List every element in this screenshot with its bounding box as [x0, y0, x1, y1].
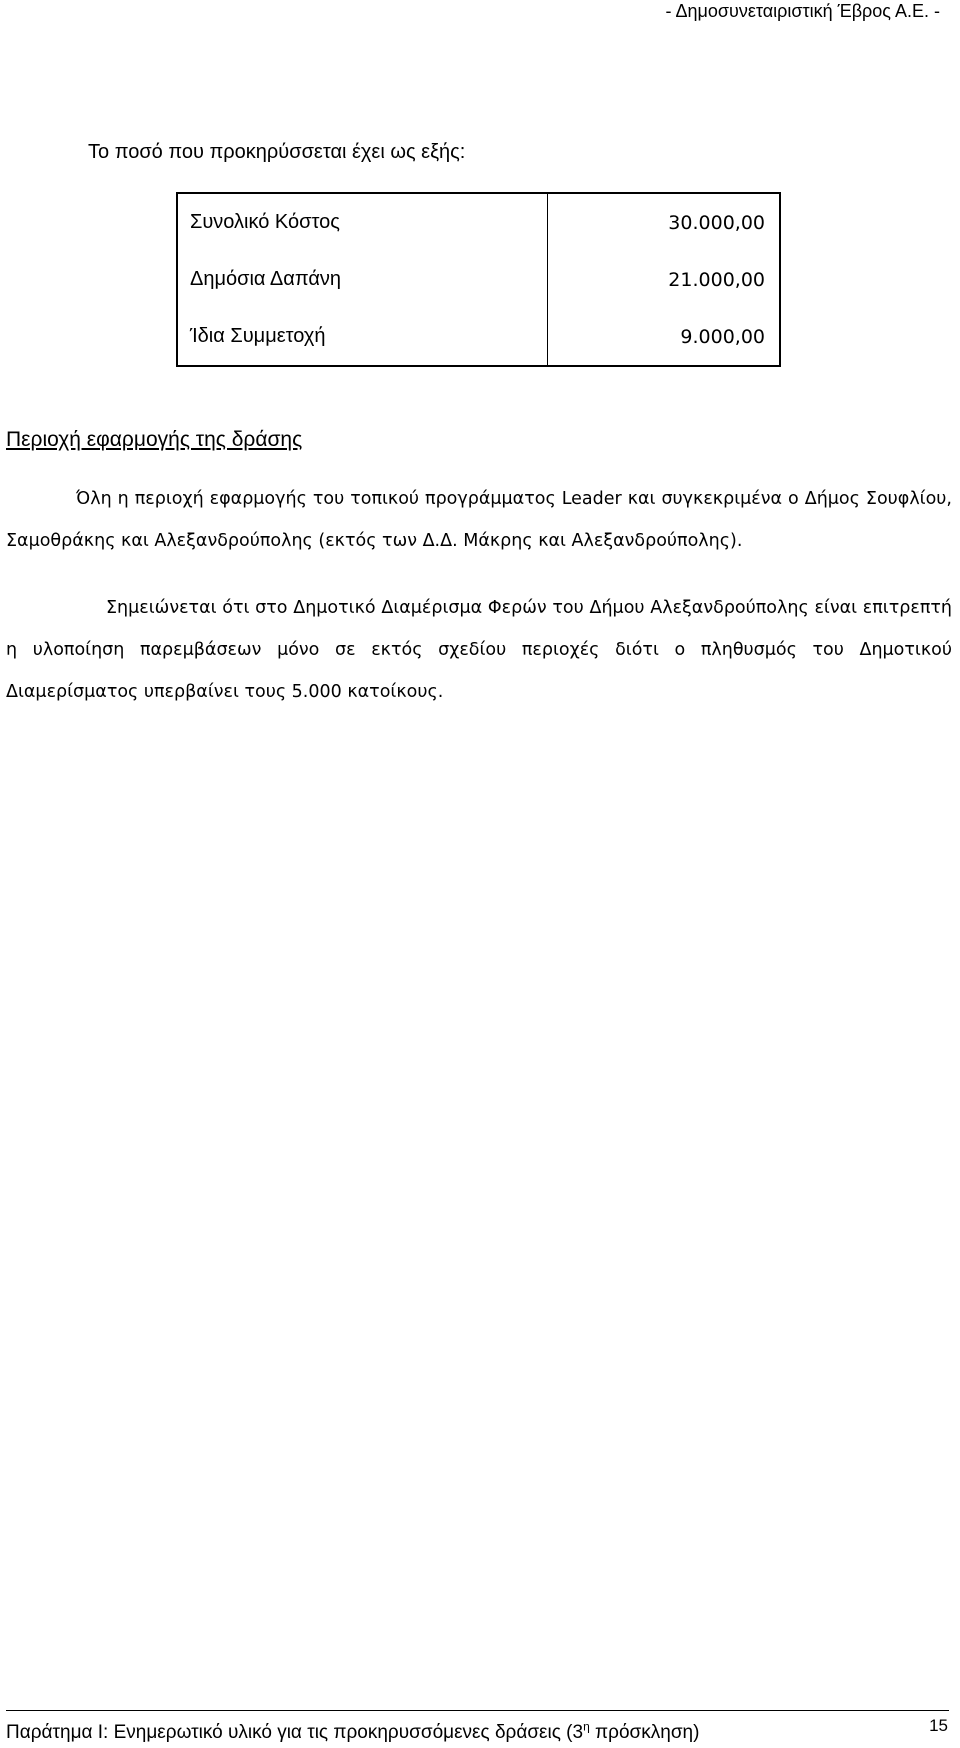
cost-value: 9.000,00: [680, 325, 765, 348]
section-title: Περιοχή εφαρμογής της δράσης: [6, 428, 303, 451]
footer-text-main: Παράτημα Ι: Ενημερωτικό υλικό για τις προκηρυσσόμενες δράσεις (3: [6, 1722, 584, 1743]
paragraph-note: Σημειώνεται ότι στο Δημοτικό Διαμέρισμα Φερών του Δήμου Αλεξανδρούπολης είναι επιτρεπτή η υλοποίηση παρεμβάσεων μόνο σε εκτός σχεδίου περιοχές διότι ο πληθυσμός του Δημοτικού Διαμερίσματος υπερβαίνει τους 5.000 κατοίκους.: [6, 598, 952, 702]
footer-text-end: πρόσκληση): [589, 1722, 700, 1743]
paragraph-scope: Όλη η περιοχή εφαρμογής του τοπικού προγράμματος Leader και συγκεκριμένα ο Δήμος Σουφλίου, Σαμοθράκης και Αλεξανδρούπολης (εκτός των Δ.Δ. Μάκρης και Αλεξανδρούπολης).: [6, 489, 952, 551]
page-number: 15: [929, 1716, 948, 1735]
intro-text: Το ποσό που προκηρύσσεται έχει ως εξής:: [88, 141, 466, 163]
footer-text: [6, 1719, 700, 1744]
footer-superscript: η: [583, 1719, 590, 1734]
cost-value: 30.000,00: [668, 211, 765, 234]
cost-value: 21.000,00: [668, 268, 765, 291]
table-row: [177, 193, 780, 251]
footer-divider: [6, 1710, 949, 1711]
cost-label: Ίδια Συμμετοχή: [177, 308, 548, 366]
table-row: [177, 251, 780, 308]
page-header: - Δημοσυνεταιριστική Έβρος Α.Ε. -: [665, 1, 940, 21]
table-row: [177, 308, 780, 366]
cost-label: Συνολικό Κόστος: [177, 193, 548, 251]
cost-table: [176, 192, 781, 367]
cost-label: Δημόσια Δαπάνη: [177, 251, 548, 308]
